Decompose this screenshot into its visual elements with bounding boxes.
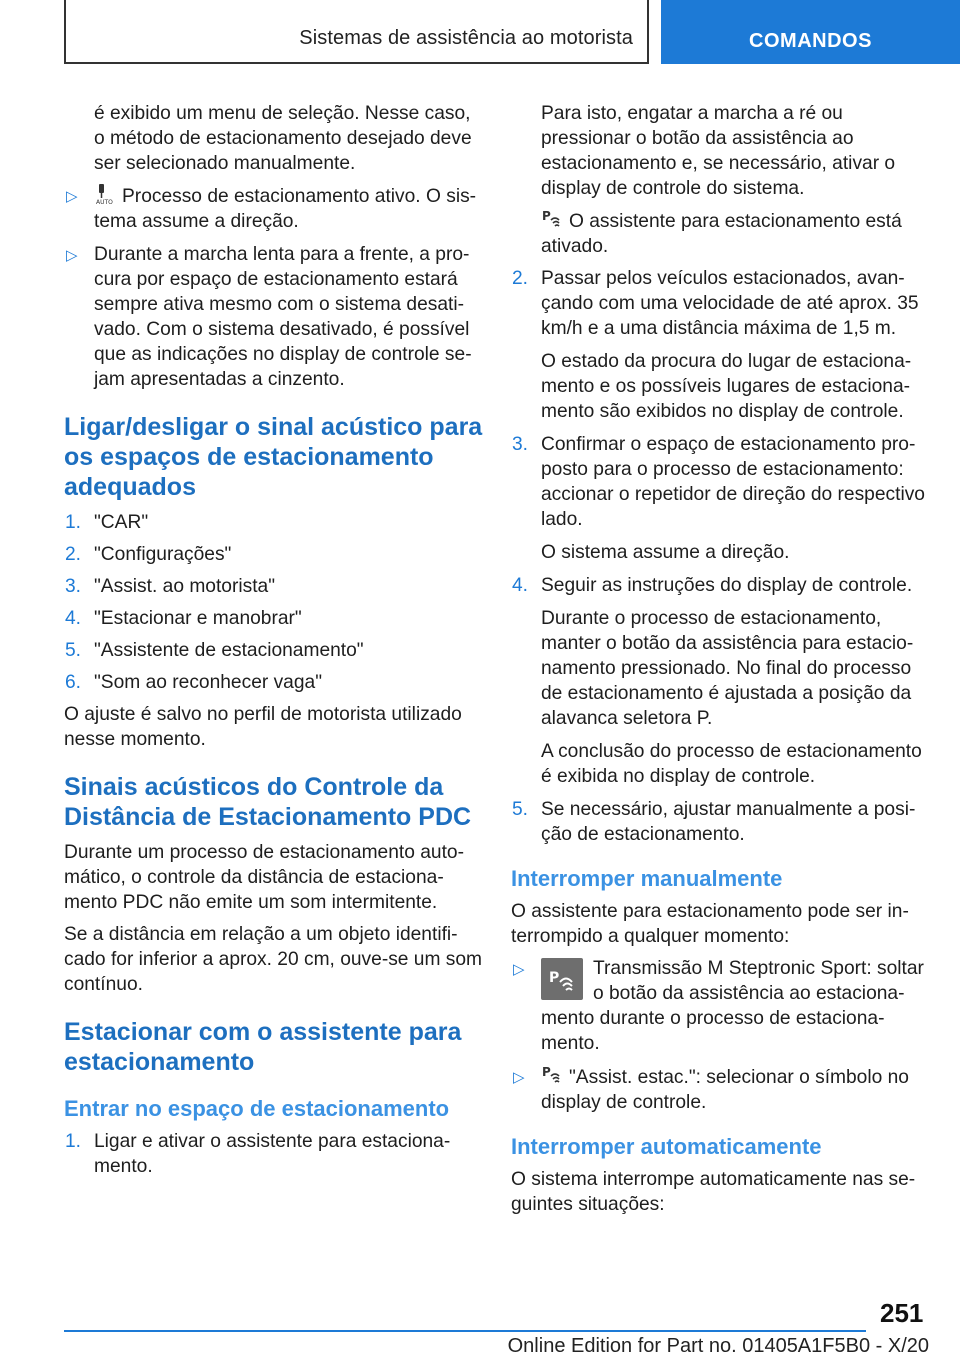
step-text: Se necessário, ajustar manualmente a posi-ção de estacionamento. [541, 799, 916, 845]
header-section-tab [64, 0, 649, 64]
bullet-text: Processo de estacionamento ativo. O sis-tema assume a direção. [94, 186, 477, 232]
list-item [64, 574, 484, 599]
step-number: 5. [65, 640, 82, 661]
step-number: 4. [65, 608, 82, 629]
list-item [64, 510, 484, 535]
svg-text:P: P [549, 970, 560, 986]
ajuste-paragraph: O ajuste é salvo no perfil de motorista utilizado nesse momento. [64, 704, 462, 750]
step-number: 2. [512, 268, 529, 289]
bullet-text: Durante a marcha lenta para a frente, a pro-cura por espaço de estacionamento estará sempre ativa mesmo com o sistema desati-vado. Com o sistema desativado, é possível que as indicações no display de controle se-jam apresentadas a cinzento. [94, 244, 472, 390]
footer-edition: Online Edition for Part no. 01405A1F5B0 - X/20 [507, 1335, 929, 1357]
activated-paragraph [511, 208, 931, 259]
step-subtext: Durante o processo de estacionamento, manter o botão da assistência para estacio-namento pressionado. No final do processo de estacionamento é ajustada a posição da alavanca seletora P. [541, 608, 914, 729]
left-column [64, 101, 484, 1187]
list-item [511, 573, 931, 789]
subsection-heading: Interromper automaticamente [511, 1134, 822, 1159]
step-number: 2. [65, 544, 82, 565]
step-text: "Estacionar e manobrar" [94, 608, 302, 629]
right-column [511, 101, 931, 1224]
section-heading: Estacionar com o assistente para estacionamento [64, 1018, 462, 1076]
step-text: "Assistente de estacionamento" [94, 640, 364, 661]
intro-paragraph: é exibido um menu de seleção. Nesse caso, o método de estacionamento desejado deve ser selecionado manualmente. [94, 103, 472, 174]
list-item [64, 670, 484, 695]
step-text: "CAR" [94, 512, 149, 533]
step-text: "Som ao reconhecer vaga" [94, 672, 323, 693]
page-number: 251 [880, 1298, 924, 1328]
step-subtext: A conclusão do processo de estacionamento é exibida no display de controle. [541, 741, 922, 787]
list-item [64, 183, 484, 234]
step-number: 1. [65, 512, 82, 533]
step-number: 4. [512, 575, 529, 596]
subsection-heading: Interromper manualmente [511, 866, 783, 891]
bullet-triangle-icon: ▷ [66, 188, 78, 205]
park-assist-icon [541, 1064, 563, 1086]
bullet-text: "Assist. estac.": selecionar o símbolo no display de controle. [541, 1067, 909, 1113]
manual-paragraph: O assistente para estacionamento pode ser in-terrompido a qualquer momento: [511, 901, 909, 947]
list-item [64, 606, 484, 631]
subsection-heading: Entrar no espaço de estacionamento [64, 1096, 450, 1121]
section-heading: Ligar/desligar o sinal acústico para os espaços de estacionamento adequados [64, 413, 483, 501]
step-number: 3. [512, 434, 529, 455]
svg-text:P: P [542, 1065, 551, 1079]
list-item [64, 638, 484, 663]
bullet-triangle-icon: ▷ [513, 1069, 525, 1086]
park-button-icon [541, 958, 583, 1000]
footer-rule [64, 1330, 866, 1332]
section-heading: Sinais acústicos do Controle da Distância de Estacionamento PDC [64, 773, 472, 831]
svg-text:AUTO: AUTO [96, 199, 113, 205]
bullet-triangle-icon: ▷ [66, 247, 78, 264]
step-number: 5. [512, 799, 529, 820]
header-chapter-title: COMANDOS [749, 30, 872, 52]
list-item [511, 266, 931, 424]
step-text: "Configurações" [94, 544, 232, 565]
continued-paragraph: Para isto, engatar a marcha a ré ou pressionar o botão da assistência ao estacionamento e, se necessário, ativar o display de controle do sistema. [541, 103, 896, 199]
list-item [64, 1129, 484, 1179]
bullet-text: Transmissão M Steptronic Sport: soltar o botão da assistência ao estaciona-mento durante o processo de estaciona-mento. [541, 958, 924, 1054]
pdc-paragraph-1: Durante um processo de estacionamento auto-mático, o controle da distância de estaciona-mento PDC não emite um som intermitente. [64, 842, 464, 913]
steps-list [64, 510, 484, 695]
step-text: Seguir as instruções do display de controle. [541, 575, 913, 596]
pdc-paragraph-2: Se a distância em relação a um objeto identifi-cado for inferior a aprox. 20 cm, ouve-se um som contínuo. [64, 924, 483, 995]
auto-paragraph: O sistema interrompe automaticamente nas se-guintes situações: [511, 1169, 916, 1215]
step-number: 1. [65, 1131, 82, 1152]
step-text: Passar pelos veículos estacionados, avan-çando com uma velocidade de até aprox. 35 km/h e a uma distância máxima de 1,5 m. [541, 268, 919, 339]
header-section-title: Sistemas de assistência ao motorista [299, 27, 633, 49]
svg-text:P: P [542, 209, 551, 223]
step-number: 6. [65, 672, 82, 693]
step-text: "Assist. ao motorista" [94, 576, 276, 597]
activated-text: O assistente para estacionamento está ativado. [541, 211, 902, 257]
step-number: 3. [65, 576, 82, 597]
header-chapter-tab [661, 0, 960, 64]
list-item [64, 242, 484, 392]
park-assist-icon [541, 208, 563, 230]
list-item [511, 797, 931, 847]
step-text: Ligar e ativar o assistente para estaciona-mento. [94, 1131, 451, 1177]
list-item [511, 432, 931, 565]
bullet-triangle-icon: ▷ [513, 961, 525, 978]
step-subtext: O estado da procura do lugar de estaciona-mento e os possíveis lugares de estaciona-mento são exibidos no display de controle. [541, 351, 912, 422]
auto-park-icon [94, 183, 116, 205]
list-item [511, 1064, 931, 1115]
list-item [511, 956, 931, 1056]
step-text: Confirmar o espaço de estacionamento pro-posto para o processo de estacionamento: accionar o repetidor de direção do respectivo lado. [541, 434, 925, 530]
list-item [64, 542, 484, 567]
step-subtext: O sistema assume a direção. [541, 542, 790, 563]
